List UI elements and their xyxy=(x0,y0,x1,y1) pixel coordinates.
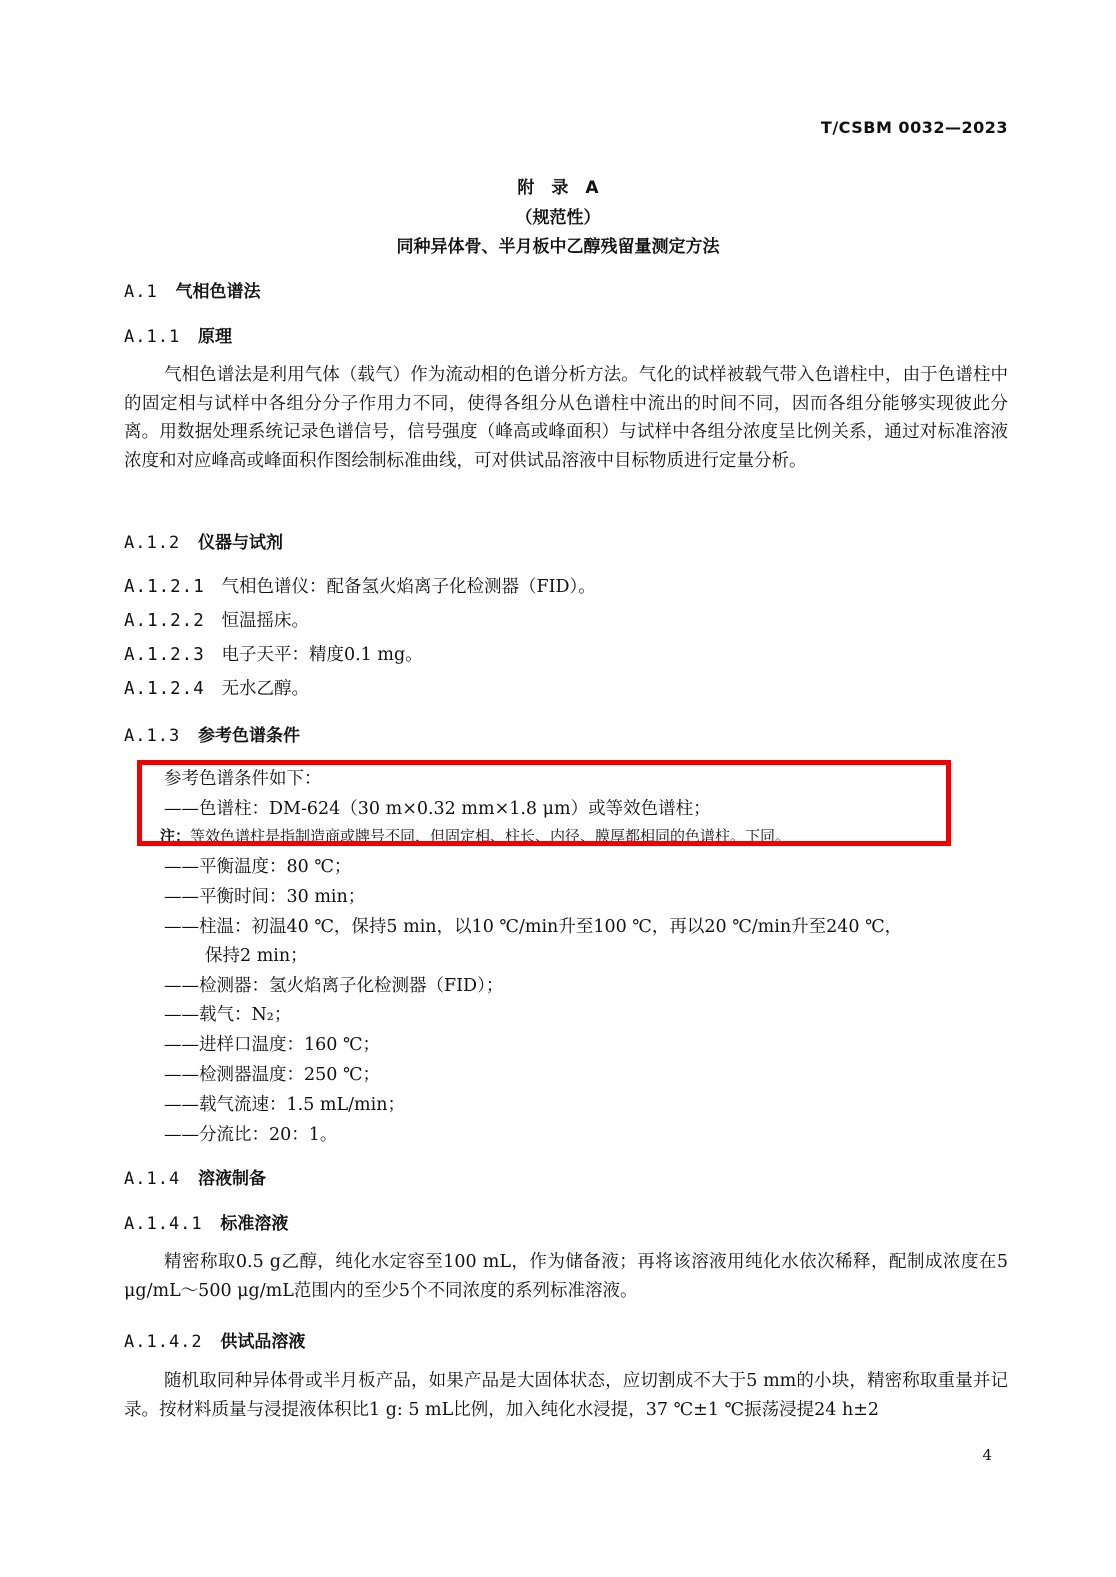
condition-item: ——柱温：初温40 ℃，保持5 min，以10 ℃/min升至100 ℃，再以20 ℃/min升至240 ℃， xyxy=(164,917,903,937)
condition-item: ——检测器：氢火焰离子化检测器（FID）； xyxy=(164,976,504,996)
section-number: A.1.3 xyxy=(124,726,181,746)
item-number: A.1.2.2 xyxy=(124,611,205,631)
item-number: A.1.2.3 xyxy=(124,645,205,665)
instrument-item xyxy=(124,675,309,700)
test-solution-paragraph: 随机取同种异体骨或半月板产品，如果产品是大固体状态，应切割成不大于5 mm的小块，精密称取重量并记录。按材料质量与浸提液体积比1 g: 5 mL比例，加入纯化水浸提，37 ℃±1 ℃振荡浸提24 h±2 xyxy=(124,1371,1008,1420)
instrument-item xyxy=(124,607,309,632)
condition-item: ——载气流速：1.5 mL/min； xyxy=(164,1095,405,1115)
section-number: A.1.4 xyxy=(124,1169,181,1189)
section-a11-heading xyxy=(124,322,232,347)
instrument-item xyxy=(124,573,596,598)
condition-item: ——检测器温度：250 ℃； xyxy=(164,1065,381,1085)
annex-subtitle: 同种异体骨、半月板中乙醇残留量测定方法 xyxy=(396,237,720,257)
section-title: 标准溶液 xyxy=(220,1214,289,1234)
item-text: 电子天平：精度0.1 mg。 xyxy=(221,645,423,665)
section-a142-heading xyxy=(124,1327,305,1352)
condition-item: ——进样口温度：160 ℃； xyxy=(164,1035,381,1055)
section-title: 溶液制备 xyxy=(197,1169,266,1189)
conditions-intro: 参考色谱条件如下： xyxy=(164,769,322,789)
condition-item-continuation: 保持2 min； xyxy=(205,946,308,966)
section-title: 气相色谱法 xyxy=(175,282,261,302)
section-title: 仪器与试剂 xyxy=(197,533,283,553)
section-a14-heading xyxy=(124,1164,266,1189)
section-title: 供试品溶液 xyxy=(220,1332,306,1352)
principle-paragraph: 气相色谱法是利用气体（载气）作为流动相的色谱分析方法。气化的试样被载气带入色谱柱中，由于色谱柱中的固定相与试样中各组分分子作用力不同，使得各组分从色谱柱中流出的时间不同，因而各组分能够实现彼此分离。用数据处理系统记录色谱信号，信号强度（峰高或峰面积）与试样中各组分浓度呈比例关系，通过对标准溶液浓度和对应峰高或峰面积作图绘制标准曲线，可对供试品溶液中目标物质进行定量分析。 xyxy=(124,365,1008,472)
page-number: 4 xyxy=(982,1446,992,1464)
note-text: 等效色谱柱是指制造商或牌号不同，但固定相、柱长、内径、膜厚都相同的色谱柱。下同。 xyxy=(190,827,791,845)
annex-title: 附 录 A xyxy=(517,178,599,198)
item-number: A.1.2.4 xyxy=(124,679,205,699)
section-number: A.1.1 xyxy=(124,327,181,347)
instrument-item xyxy=(124,641,423,666)
condition-item: ——载气：N₂； xyxy=(164,1005,292,1025)
section-number: A.1.4.1 xyxy=(124,1214,203,1234)
document-number: T/CSBM 0032—2023 xyxy=(820,118,1008,137)
highlight-annotation-box xyxy=(137,760,951,846)
item-text: 无水乙醇。 xyxy=(221,679,309,699)
note-label: 注： xyxy=(160,827,191,845)
section-number: A.1.2 xyxy=(124,533,181,553)
section-number: A.1 xyxy=(124,282,158,302)
condition-item: ——平衡温度：80 ℃； xyxy=(164,857,352,877)
section-a12-heading xyxy=(124,528,283,553)
section-a141-heading xyxy=(124,1209,288,1234)
condition-item: ——平衡时间：30 min； xyxy=(164,887,366,907)
section-title: 原理 xyxy=(197,327,232,347)
condition-item: ——分流比：20：1。 xyxy=(164,1125,338,1145)
condition-column: ——色谱柱：DM-624（30 m×0.32 mm×1.8 μm）或等效色谱柱； xyxy=(164,799,711,819)
item-text: 恒温摇床。 xyxy=(221,611,309,631)
section-a13-heading xyxy=(124,721,300,746)
section-a1-heading xyxy=(124,277,260,302)
section-number: A.1.4.2 xyxy=(124,1332,203,1352)
annex-type: （规范性） xyxy=(515,208,601,228)
section-title: 参考色谱条件 xyxy=(197,726,300,746)
item-text: 气相色谱仪：配备氢火焰离子化检测器（FID）。 xyxy=(221,577,596,597)
item-number: A.1.2.1 xyxy=(124,577,205,597)
standard-solution-paragraph: 精密称取0.5 g乙醇，纯化水定容至100 mL，作为储备液；再将该溶液用纯化水依次稀释，配制成浓度在5 μg/mL～500 μg/mL范围内的至少5个不同浓度的系列标准溶液。 xyxy=(124,1252,1008,1301)
